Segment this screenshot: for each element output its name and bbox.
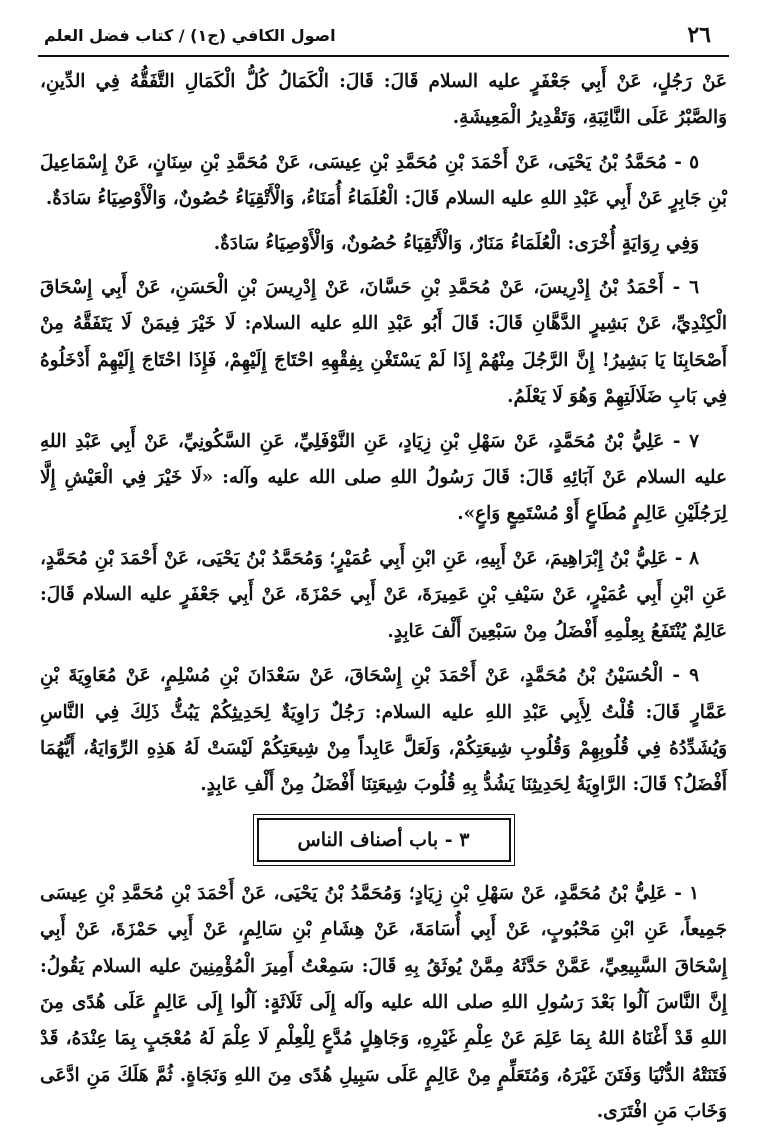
hadith-paragraph: وَفِي رِوَايَةٍ أُخْرَى: الْعُلَمَاءُ مَنَارٌ، وَالْأَتْقِيَاءُ حُصُونٌ، وَالْأَوْصِيَاءُ سَادَةٌ. [213,232,699,254]
main-text [40,64,727,1139]
section-heading [257,818,511,862]
hadith-paragraph: ٩ - الْحُسَيْنُ بْنُ مُحَمَّدٍ، عَنْ أَحْمَدَ بْنِ إِسْحَاقَ، عَنْ سَعْدَانَ بْنِ مُسْلِمٍ، عَنْ مُعَاوِيَةَ بْنِ عَمَّارٍ قَالَ: قُلْتُ لِأَبِي عَبْدِ اللهِ عليه السلام: رَجُلٌ رَاوِيَةٌ لِحَدِيثِكُمْ يَبُثُّ ذَلِكَ فِي النَّاسِ وَيُشَدِّدُهُ فِي قُلُوبِهِمْ وَقُلُوبِ شِيعَتِكُمْ، وَلَعَلَّ عَابِداً مِنْ شِيعَتِكُمْ لَيْسَتْ لَهُ هَذِهِ الرِّوَايَةُ، أَيُّهُمَا أَفْضَلُ؟ قَالَ: الرَّاوِيَةُ لِحَدِيثِنَا يَشُدُّ بِهِ قُلُوبَ شِيعَتِنَا أَفْضَلُ مِنْ أَلْفِ عَابِدٍ. [40,665,727,796]
running-title: اصول الكافي (ج١) / كتاب فضل العلم [44,25,336,45]
hadith-paragraph: عَنْ رَجُلٍ، عَنْ أَبِي جَعْفَرٍ عليه السلام قَالَ: قَالَ: الْكَمَالُ كُلُّ الْكَمَالِ التَّفَقُّهُ فِي الدِّينِ، وَالصَّبْرُ عَلَى النَّائِبَةِ، وَتَقْدِيرُ الْمَعِيشَةِ. [40,71,727,129]
hadith-paragraph: ٥ - مُحَمَّدُ بْنُ يَحْيَى، عَنْ أَحْمَدَ بْنِ مُحَمَّدِ بْنِ عِيسَى، عَنْ مُحَمَّدِ بْنِ سِنَانٍ، عَنْ إِسْمَاعِيلَ بْنِ جَابِرٍ عَنْ أَبِي عَبْدِ اللهِ عليه السلام قَالَ: الْعُلَمَاءُ أُمَنَاءُ، وَالْأَتْقِيَاءُ حُصُونٌ، وَالْأَوْصِيَاءُ سَادَةٌ. [40,151,727,210]
section-heading-text: ٣ - باب أصناف الناس [297,828,470,851]
hadith-paragraph: ٧ - عَلِيُّ بْنُ مُحَمَّدٍ، عَنْ سَهْلِ بْنِ زِيَادٍ، عَنِ النَّوْفَلِيِّ، عَنِ السَّكُونِيِّ، عَنْ أَبِي عَبْدِ اللهِ عليه السلام عَنْ آبَائِهِ قَالَ: قَالَ رَسُولُ اللهِ صلى الله عليه وآله: «لَا خَيْرَ فِي الْعَيْشِ إِلَّا لِرَجُلَيْنِ عَالِمٍ مُطَاعٍ أَوْ مُسْتَمِعٍ وَاعٍ». [40,430,727,525]
page-number: ٢٦ [687,22,711,48]
hadith-paragraph: ٨ - عَلِيُّ بْنُ إِبْرَاهِيمَ، عَنْ أَبِيهِ، عَنِ ابْنِ أَبِي عُمَيْرٍ؛ وَمُحَمَّدُ بْنُ يَحْيَى، عَنْ أَحْمَدَ بْنِ مُحَمَّدٍ، عَنِ ابْنِ أَبِي عُمَيْرٍ، عَنْ سَيْفِ بْنِ عَمِيرَةَ، عَنْ أَبِي حَمْزَةَ، عَنْ أَبِي جَعْفَرٍ عليه السلام قَالَ: عَالِمٌ يُنْتَفَعُ بِعِلْمِهِ أَفْضَلُ مِنْ سَبْعِينَ أَلْفَ عَابِدٍ. [40,547,727,642]
hadith-paragraph: ٦ - أَحْمَدُ بْنُ إِدْرِيسَ، عَنْ مُحَمَّدِ بْنِ حَسَّانَ، عَنْ إِدْرِيسَ بْنِ الْحَسَنِ، عَنْ أَبِي إِسْحَاقَ الْكِنْدِيِّ، عَنْ بَشِيرٍ الدَّهَّانِ قَالَ: قَالَ أَبُو عَبْدِ اللهِ عليه السلام: لَا خَيْرَ فِيمَنْ لَا يَتَفَقَّهُ مِنْ أَصْحَابِنَا يَا بَشِيرُ! إِنَّ الرَّجُلَ مِنْهُمْ إِذَا لَمْ يَسْتَغْنِ بِفِقْهِهِ احْتَاجَ إِلَيْهِمْ، فَإِذَا احْتَاجَ إِلَيْهِمْ أَدْخَلُوهُ فِي بَابِ ضَلَالَتِهِمْ وَهُوَ لَا يَعْلَمُ. [40,277,727,408]
header-rule [38,55,729,57]
hadith-paragraph: ١ - عَلِيُّ بْنُ مُحَمَّدٍ، عَنْ سَهْلِ بْنِ زِيَادٍ؛ وَمُحَمَّدُ بْنُ يَحْيَى، عَنْ أَحْمَدَ بْنِ مُحَمَّدِ بْنِ عِيسَى جَمِيعاً، عَنِ ابْنِ مَحْبُوبٍ، عَنْ أَبِي أُسَامَةَ، عَنْ هِشَامِ بْنِ سَالِمٍ، عَنْ أَبِي حَمْزَةَ، عَنْ أَبِي إِسْحَاقَ السَّبِيعِيِّ، عَمَّنْ حَدَّثَهُ مِمَّنْ يُوثَقُ بِهِ قَالَ: سَمِعْتُ أَمِيرَ الْمُؤْمِنِينَ عليه السلام يَقُولُ: إِنَّ النَّاسَ آلُوا بَعْدَ رَسُولِ اللهِ صلى الله عليه وآله إِلَى ثَلَاثَةٍ: آلُوا إِلَى عَالِمٍ عَلَى هُدًى مِنَ اللهِ قَدْ أَغْنَاهُ اللهُ بِمَا عَلِمَ عَنْ عِلْمِ غَيْرِهِ، وَجَاهِلٍ مُدَّعٍ لِلْعِلْمِ لَا عِلْمَ لَهُ مُعْجَبٍ بِمَا عِنْدَهُ، قَدْ فَتَنَتْهُ الدُّنْيَا وَفَتَنَ غَيْرَهُ، وَمُتَعَلِّمٍ مِنْ عَالِمٍ عَلَى سَبِيلِ هُدًى مِنَ اللهِ وَنَجَاةٍ. ثُمَّ هَلَكَ مَنِ ادَّعَى وَخَابَ مَنِ افْتَرَى. [40,882,727,1123]
page-header [44,18,711,52]
